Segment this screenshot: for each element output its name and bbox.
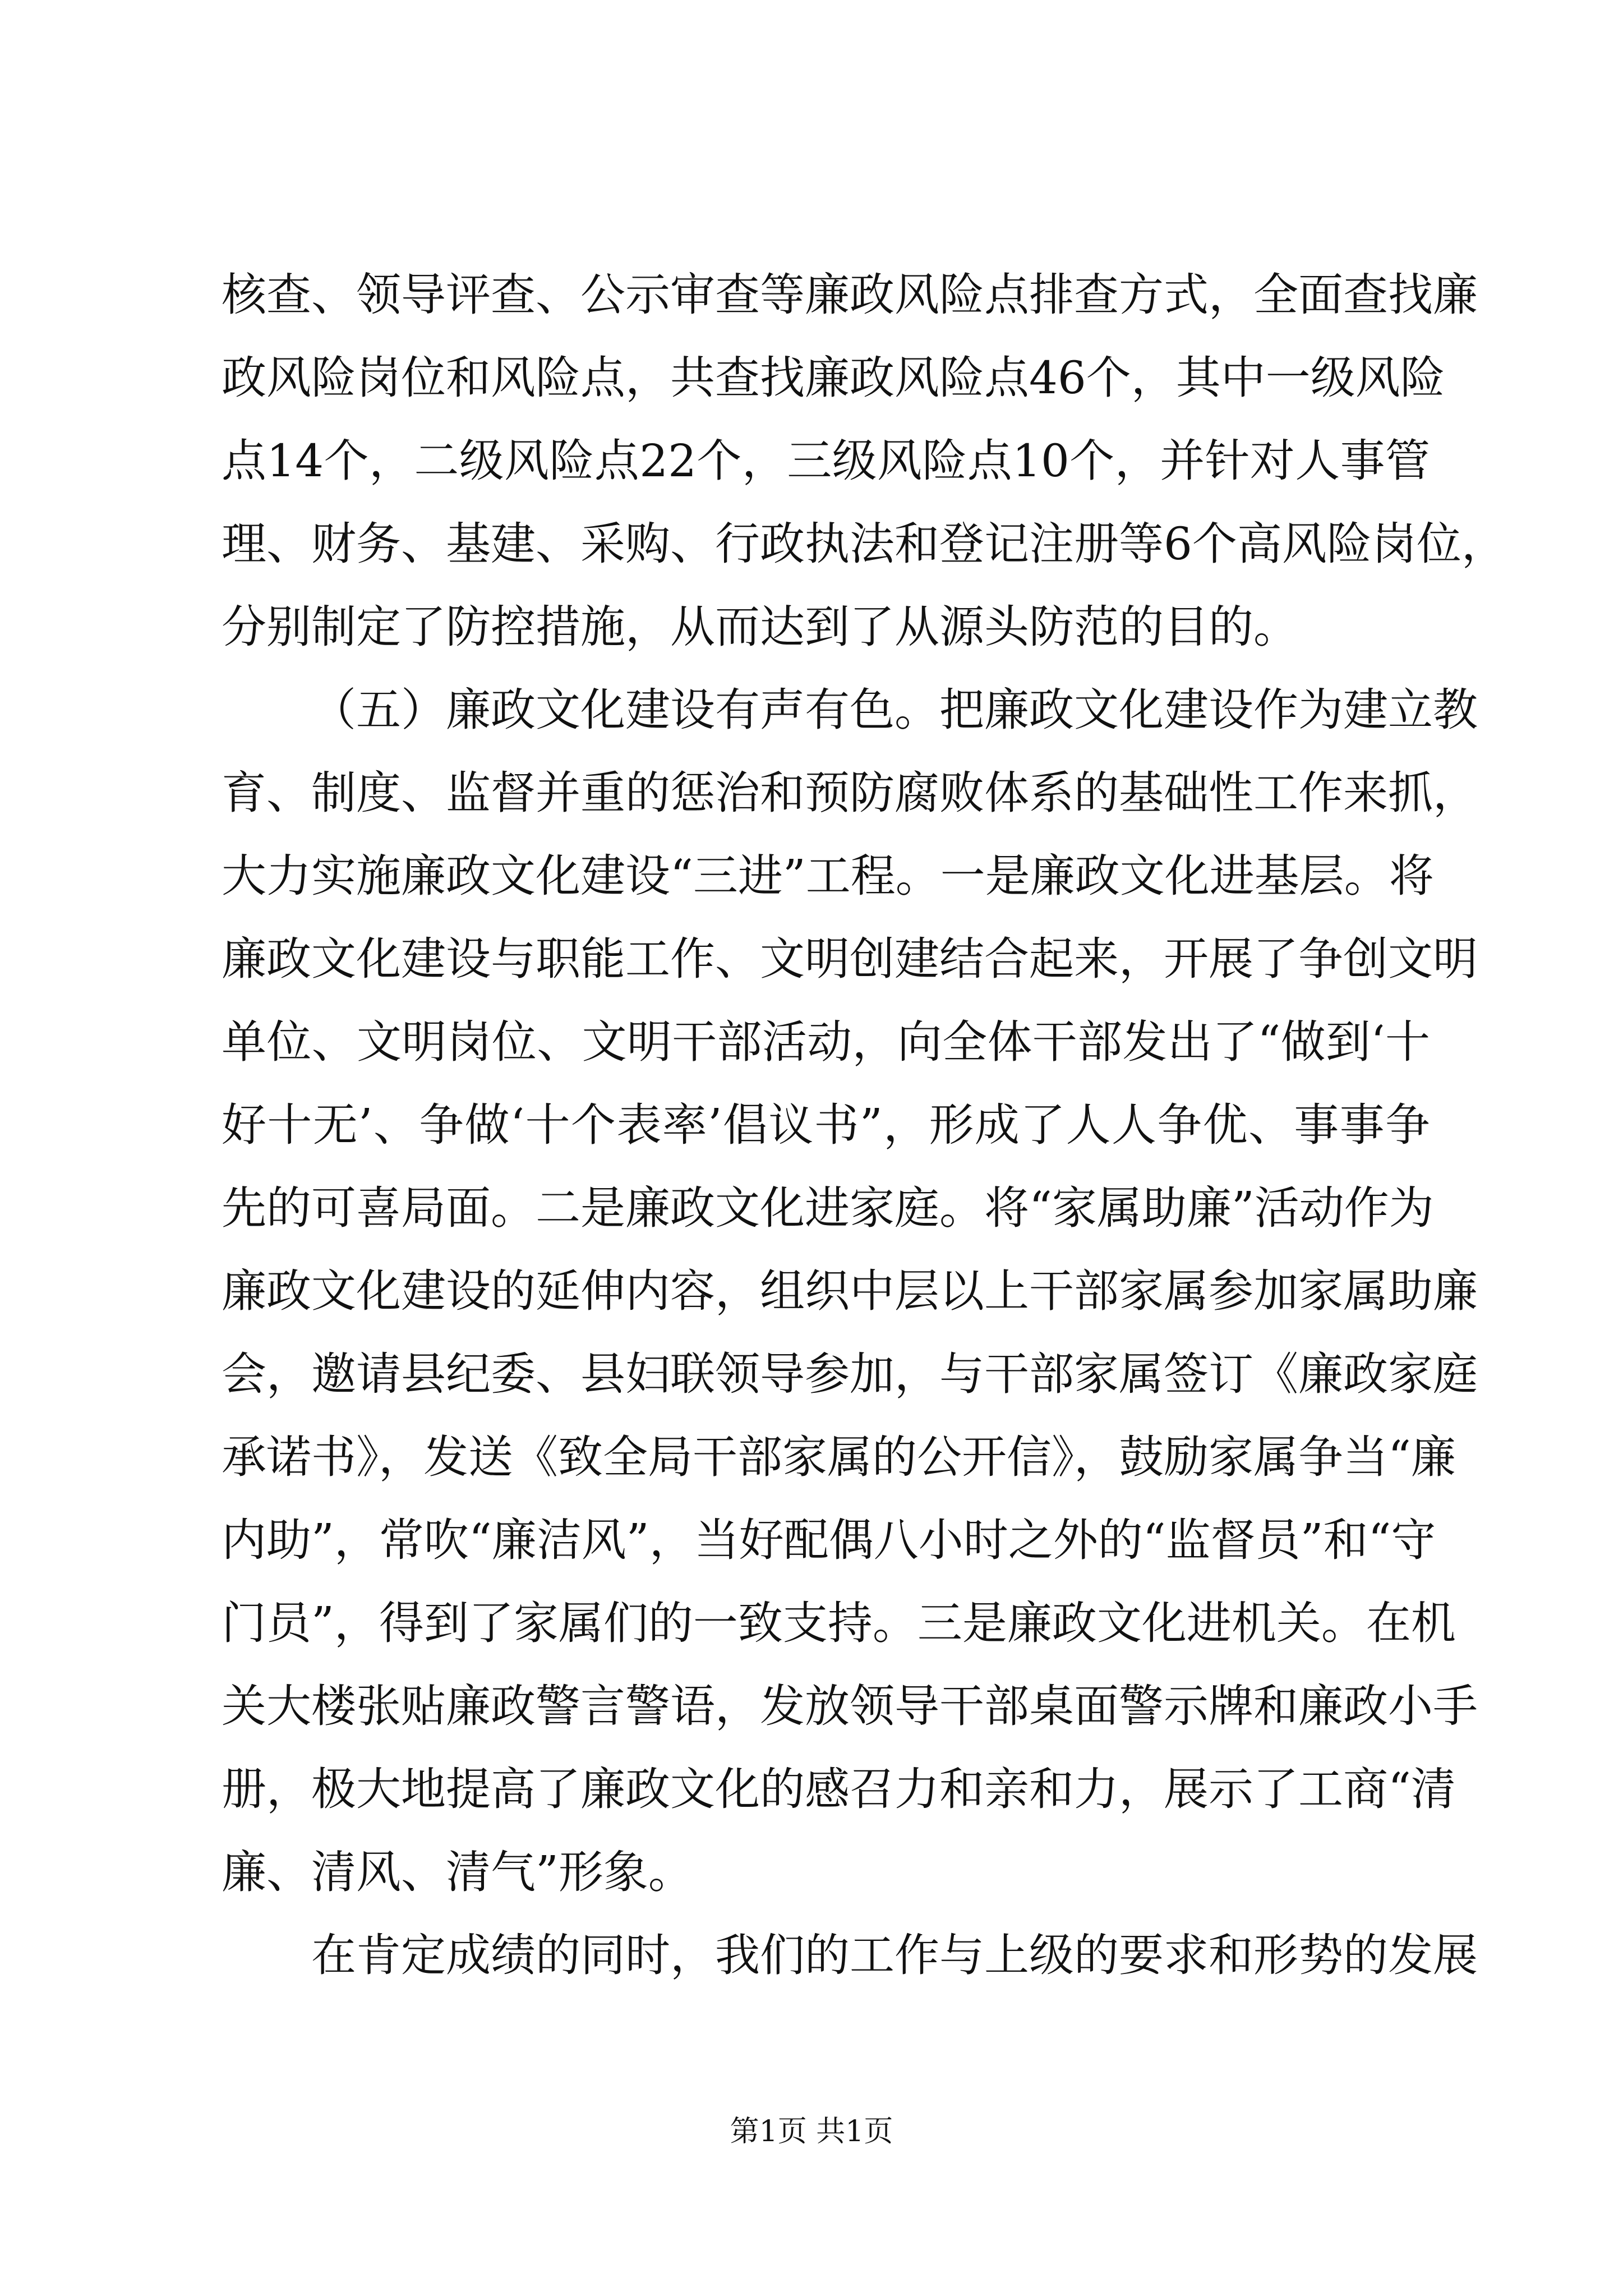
document-body — [222, 254, 1506, 1997]
text-line: 育、制度、监督并重的惩治和预防腐败体系的基础性工作来抓， — [222, 767, 1478, 819]
text-line: 廉、清风、清气”形象。 — [222, 1846, 693, 1898]
text-line: 内助”，常吹“廉洁风”，当好配偶八小时之外的“监督员”和“守 — [222, 1514, 1436, 1566]
text-line: 大力实施廉政文化建设“三进”工程。一是廉政文化进基层。将 — [222, 850, 1434, 902]
text-line: 廉政文化建设与职能工作、文明创建结合起来，开展了争创文明 — [222, 933, 1478, 985]
text-line: 政风险岗位和风险点，共查找廉政风险点46个，其中一级风险 — [222, 352, 1445, 404]
text-line: 廉政文化建设的延伸内容，组织中层以上干部家属参加家属助廉 — [222, 1265, 1478, 1317]
text-line: 核查、领导评查、公示审查等廉政风险点排查方式，全面查找廉 — [222, 269, 1478, 321]
text-line: 承诺书》，发送《致全局干部家属的公开信》，鼓励家属争当“廉 — [222, 1431, 1456, 1483]
text-line: 好十无’、争做‘十个表率’倡议书”，形成了人人争优、事事争 — [222, 1099, 1430, 1151]
text-line: 分别制定了防控措施，从而达到了从源头防范的目的。 — [222, 601, 1298, 653]
text-line: （五）廉政文化建设有声有色。把廉政文化建设作为建立教 — [311, 684, 1478, 736]
text-line: 点14个，二级风险点22个，三级风险点10个，并针对人事管 — [222, 435, 1430, 487]
text-line: 理、财务、基建、采购、行政执法和登记注册等6个高风险岗位， — [222, 518, 1506, 570]
text-line: 在肯定成绩的同时，我们的工作与上级的要求和形势的发展 — [311, 1929, 1478, 1981]
page-footer: 第1页 共1页 — [730, 2115, 893, 2148]
text-line: 册，极大地提高了廉政文化的感召力和亲和力，展示了工商“清 — [222, 1763, 1456, 1815]
text-line: 会，邀请县纪委、县妇联领导参加，与干部家属签订《廉政家庭 — [222, 1348, 1478, 1400]
text-line: 关大楼张贴廉政警言警语，发放领导干部桌面警示牌和廉政小手 — [222, 1680, 1478, 1732]
text-line: 先的可喜局面。二是廉政文化进家庭。将“家属助廉”活动作为 — [222, 1182, 1434, 1234]
text-line: 单位、文明岗位、文明干部活动，向全体干部发出了“做到‘十 — [222, 1016, 1430, 1068]
text-line: 门员”，得到了家属们的一致支持。三是廉政文化进机关。在机 — [222, 1597, 1456, 1649]
